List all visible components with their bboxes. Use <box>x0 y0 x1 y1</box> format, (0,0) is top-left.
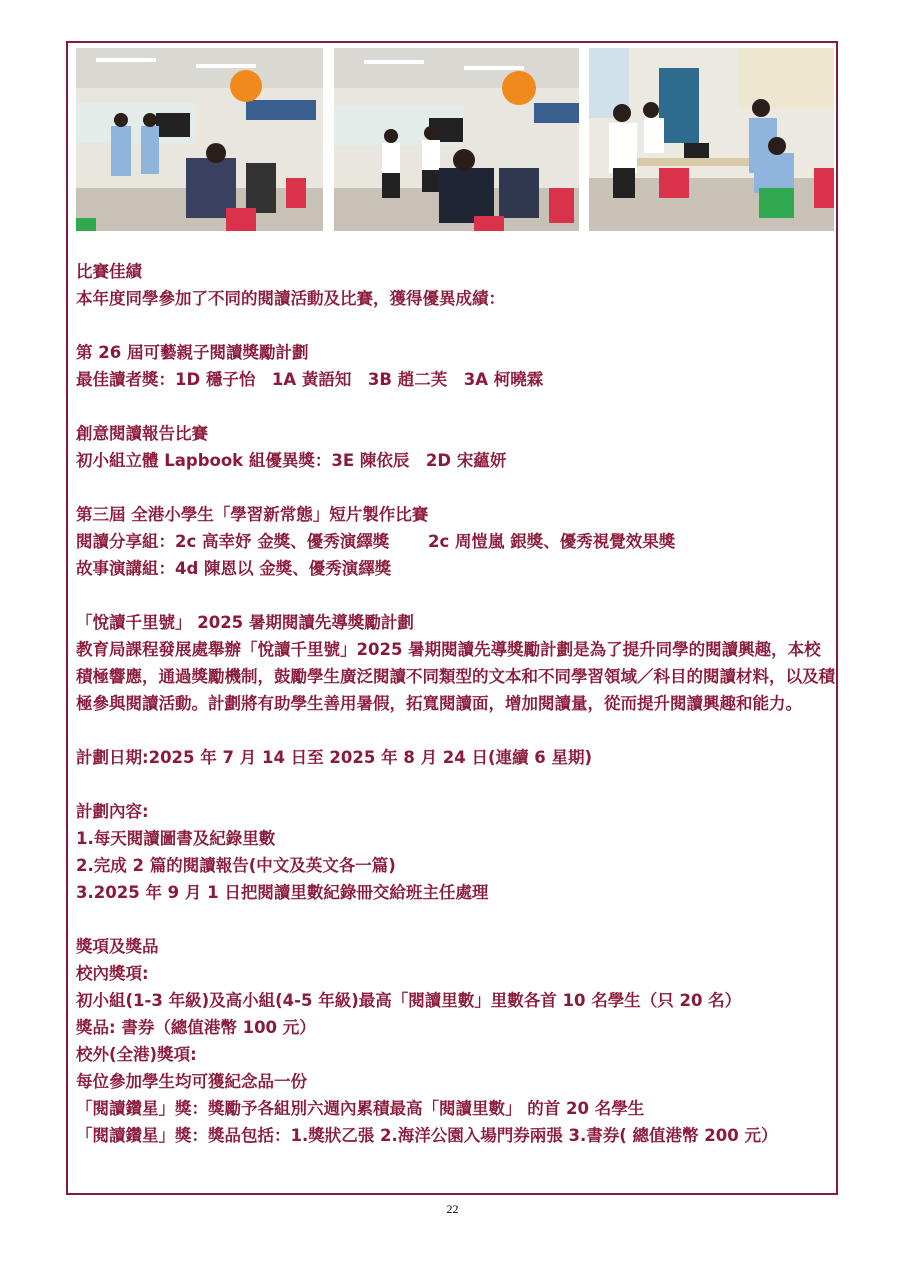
kehei-heading: 第 26 屆可藝親子閱讀獎勵計劃 <box>76 343 309 362</box>
plan-item-2: 2.完成 2 篇的閱讀報告(中文及英文各一篇) <box>76 856 396 875</box>
video-winners-1: 閱讀分享組：2c 高幸妤 金獎、優秀演繹獎 2c 周愷嵐 銀獎、優秀視覺效果獎 <box>76 532 676 551</box>
kehei-winners: 最佳讀者獎：1D 穩子怡 1A 黃語知 3B 趙二芙 3A 柯曉霖 <box>76 370 544 389</box>
video-winners-2: 故事演講組：4d 陳恩以 金獎、優秀演繹獎 <box>76 559 392 578</box>
creative-heading: 創意閱讀報告比賽 <box>76 424 208 443</box>
internal-prizes-criteria: 初小組(1-3 年級)及高小組(4-5 年級)最高「閱讀里數」里數各首 10 名學生（只 20 名） <box>76 991 742 1010</box>
internal-prizes-reward: 獎品: 書券（總值港幣 100 元） <box>76 1018 316 1037</box>
plan-content-heading: 計劃內容: <box>76 802 149 821</box>
summer-heading: 「悅讀千里號」 2025 暑期閱讀先導獎勵計劃 <box>76 613 414 632</box>
external-prizes-heading: 校外(全港)獎項: <box>76 1045 197 1064</box>
plan-item-1: 1.每天閱讀圖書及紀錄里數 <box>76 829 276 848</box>
internal-prizes-heading: 校內獎項: <box>76 964 149 983</box>
video-heading: 第三屆 全港小學生「學習新常態」短片製作比賽 <box>76 505 429 524</box>
plan-item-3: 3.2025 年 9 月 1 日把閱讀里數紀錄冊交給班主任處理 <box>76 883 489 902</box>
prizes-heading: 獎項及獎品 <box>76 937 159 956</box>
awards-heading: 比賽佳績 <box>76 262 142 281</box>
classroom-photo-1 <box>76 48 323 231</box>
classroom-photo-2 <box>334 48 579 231</box>
external-prizes-line-2: 「閱讀鑽星」獎：獎勵予各組別六週內累積最高「閱讀里數」 的首 20 名學生 <box>76 1099 645 1118</box>
summer-description: 教育局課程發展處舉辦「悅讀千里號」2025 暑期閱讀先導獎勵計劃是為了提升同學的閱讀興趣，本校積極響應，通過獎勵機制，鼓勵學生廣泛閱讀不同類型的文本和不同學習領域／科目的閱讀材料，以及積極參與閱讀活動。計劃將有助學生善用暑假，拓寬閱讀面，增加閱讀量，從而提升閱讀興趣和能力。 <box>76 640 835 713</box>
classroom-photo-3 <box>589 48 834 231</box>
external-prizes-line-3: 「閱讀鑽星」獎：獎品包括：1.獎狀乙張 2.海洋公園入場門券兩張 3.書券( 總值港幣 200 元） <box>76 1126 778 1145</box>
creative-winners: 初小組立體 Lapbook 組優異獎：3E 陳依辰 2D 宋蘊妍 <box>76 451 507 470</box>
plan-date: 計劃日期:2025 年 7 月 14 日至 2025 年 8 月 24 日(連續 6 星期) <box>76 748 593 767</box>
page-number: 22 <box>446 1202 459 1216</box>
awards-intro: 本年度同學參加了不同的閱讀活動及比賽，獲得優異成績： <box>76 289 505 308</box>
external-prizes-line-1: 每位參加學生均可獲紀念品一份 <box>76 1072 307 1091</box>
article-body <box>76 258 836 1149</box>
